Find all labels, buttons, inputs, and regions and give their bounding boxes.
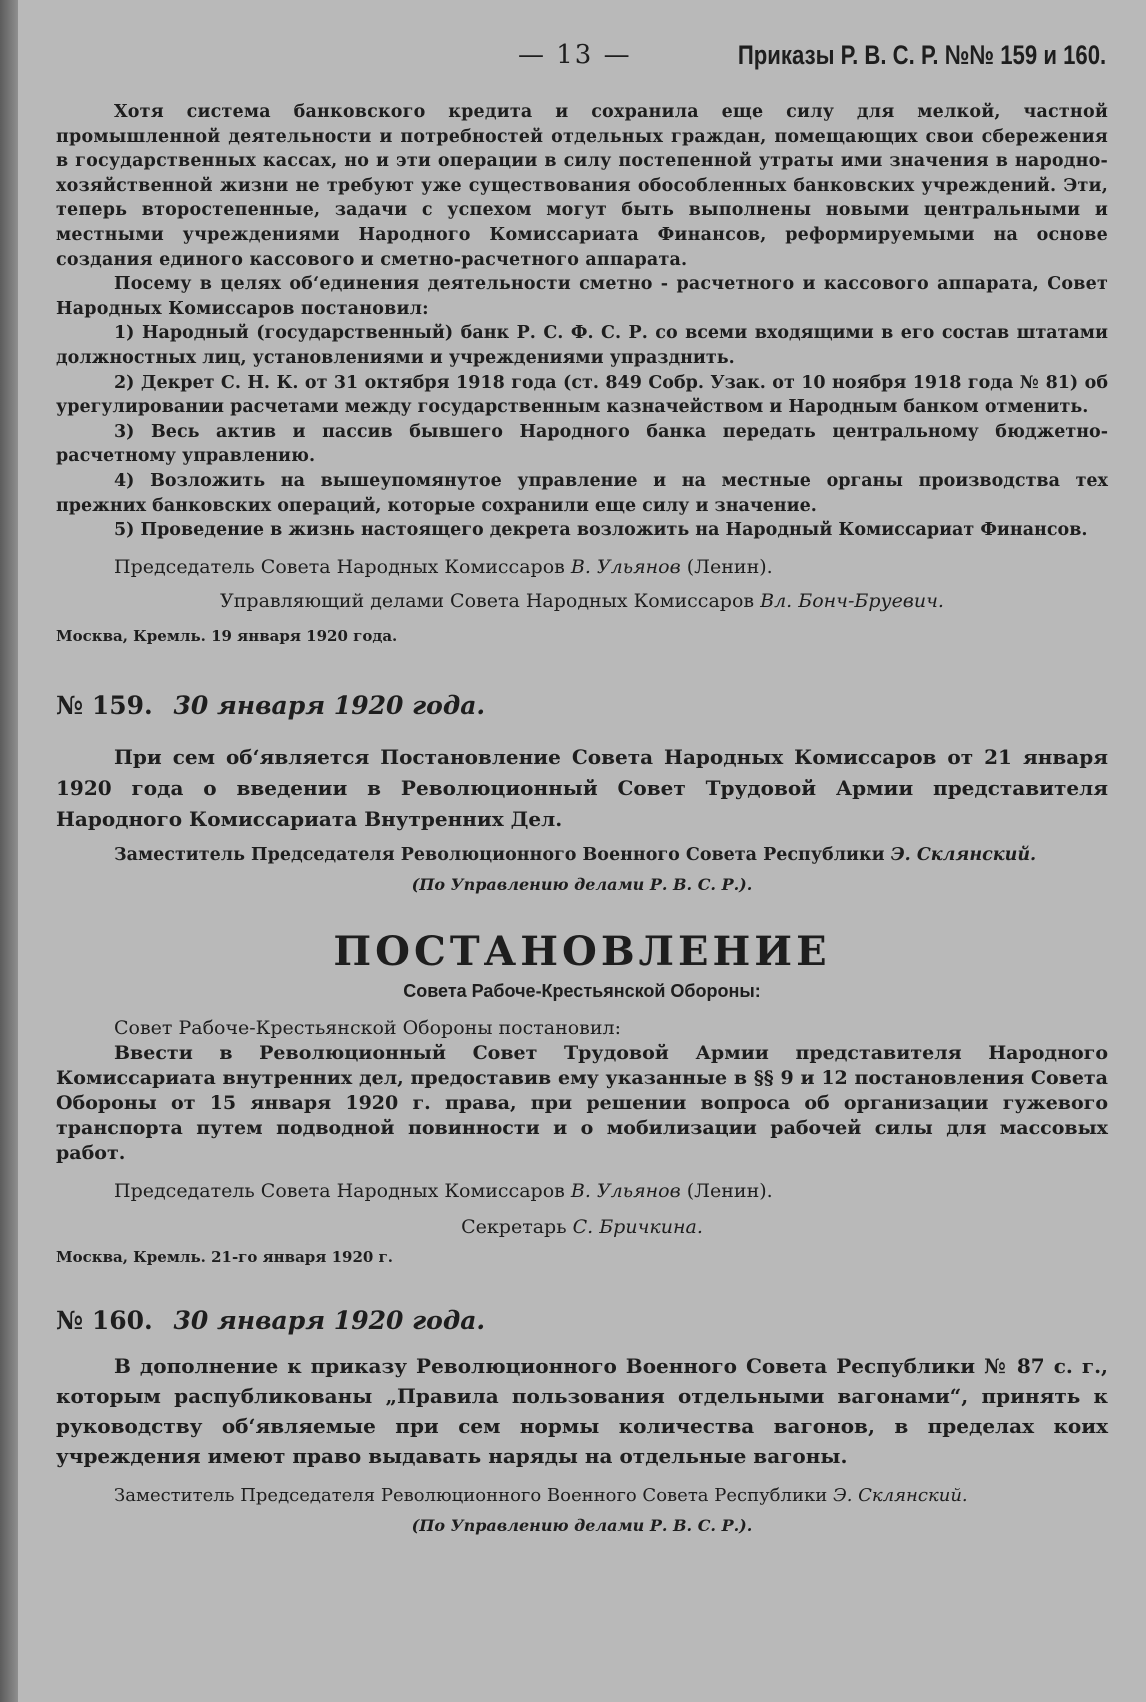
chairman-title: Председатель Совета Народных Комиссаров <box>114 555 565 578</box>
decree-chairman-signature <box>56 1180 1108 1202</box>
manager-name: Вл. Бонч-Бруевич. <box>760 589 944 612</box>
decree-item-1: 1) Народный (государственный) банк Р. С. Ф. С. Р. со всеми входящими в его состав штатами должностных лиц, установлениями и учреждениями упразднить. <box>56 323 1108 368</box>
order-159-intro: При сем об‘является Постановление Совета Народных Комиссаров от 21 января 1920 года о введении в Революционный Совет Трудовой Армии представителя Народного Комиссариата Внутренних Дел. <box>56 744 1108 831</box>
order-159-heading <box>56 691 1108 720</box>
paragraph: Посему в целях об‘единения деятельности сметно - расчетного и кассового аппарата, Совет Народных Комиссаров постановил: <box>56 274 1108 319</box>
scan-edge <box>0 0 18 1702</box>
decree-subtitle: Совета Рабоче-Крестьянской Обороны: <box>403 980 761 1001</box>
deputy-title: Заместитель Председателя Революционного Военного Совета Республики <box>114 1484 828 1506</box>
running-title: Приказы Р. В. С. Р. №№ 159 и 160. <box>737 40 1106 70</box>
deputy-name: Э. Склянский. <box>890 844 1037 865</box>
decree-item-5: 5) Проведение в жизнь настоящего декрета возложить на Народный Комиссариат Финансов. <box>114 520 1088 541</box>
decree-text: Ввести в Революционный Совет Трудовой Армии представителя Народного Комиссариата внутренних дел, предоставив ему указанные в §§ 9 и 12 постановления Совета Обороны от 15 января 1920 г. права, при решении вопроса об организации гужевого транспорта путем подводной повинности и о мобилизации рабочей силы для массовых работ. <box>56 1041 1108 1164</box>
page-content <box>56 100 1108 1535</box>
secretary-title: Секретарь <box>461 1215 567 1238</box>
chairman-title: Председатель Совета Народных Комиссаров <box>114 1179 565 1202</box>
page-number: — 13 — <box>518 40 632 70</box>
chairman-signature <box>56 551 1108 583</box>
paragraph: Хотя система банковского кредита и сохранила еще силу для мелкой, частной промышленной деятельности и потребностей отдельных граждан, помещающих свои сбережения в государственных кассах, но и эти операции в силу постепенной утраты ими значения в народно-хозяйственной жизни не требуют уже существования обособленных банковских учреждений. Эти, теперь второстепенные, задачи с успехом могут быть выполнены новыми центральными и местными учреждениями Народного Комиссариата Финансов, реформируемыми на основе создания единого кассового и сметно-расчетного аппарата. <box>56 102 1108 270</box>
chairman-alias: (Ленин). <box>686 1179 773 1202</box>
order-number: № 160. <box>56 1305 153 1335</box>
decree-item-4: 4) Возложить на вышеупомянутое управление и на местные органы производства тех прежних банковских операций, которые сохранили еще силу и значение. <box>56 470 1108 516</box>
manager-title: Управляющий делами Совета Народных Комиссаров <box>220 589 755 612</box>
deputy-title: Заместитель Председателя Революционного Военного Совета Республики <box>114 844 885 865</box>
decree-item-2: 2) Декрет С. Н. К. от 31 октября 1918 года (ст. 849 Собр. Узак. от 10 ноября 1918 года № 81) об урегулировании расчетами между государственным казначейством и Народным банком отменить. <box>56 372 1108 418</box>
order-date: 30 января 1920 года. <box>173 1305 486 1335</box>
decree-lead: Совет Рабоче-Крестьянской Обороны постановил: <box>114 1016 621 1039</box>
chairman-name: В. Ульянов <box>570 555 681 578</box>
secretary-signature <box>56 1216 1108 1238</box>
chairman-name: В. Ульянов <box>570 1179 681 1202</box>
manager-signature <box>56 585 1108 617</box>
document-page <box>18 0 1146 1702</box>
deputy-signature <box>56 845 1108 865</box>
place-date: Москва, Кремль. 21-го января 1920 г. <box>56 1247 393 1266</box>
order-160-intro: В дополнение к приказу Революционного Военного Совета Республики № 87 с. г., которым распубликованы „Правила пользования отдельными вагонами“, принять к руководству об‘являемые при сем нормы количества вагонов, в пределах коих учреждения имеют право выдавать наряды на отдельные вагоны. <box>56 1353 1108 1468</box>
decree-item-3: 3) Весь актив и пассив бывшего Народного банка передать центральному бюджетно-расчетному управлению. <box>56 421 1108 467</box>
order-number: № 159. <box>56 690 153 720</box>
chairman-alias: (Ленин). <box>686 555 773 578</box>
order-160-heading <box>56 1306 1108 1335</box>
secretary-name: С. Бричкина. <box>572 1215 703 1238</box>
via-note: (По Управлению делами Р. В. С. Р.). <box>411 1515 753 1535</box>
deputy-signature <box>56 1485 1108 1506</box>
page-header <box>18 40 1146 80</box>
deputy-name: Э. Склянский. <box>832 1484 968 1506</box>
order-date: 30 января 1920 года. <box>173 690 486 720</box>
via-note: (По Управлению делами Р. В. С. Р.). <box>411 874 753 894</box>
place-date: Москва, Кремль. 19 января 1920 года. <box>56 626 398 645</box>
decree-title: ПОСТАНОВЛЕНИЕ <box>333 927 831 975</box>
